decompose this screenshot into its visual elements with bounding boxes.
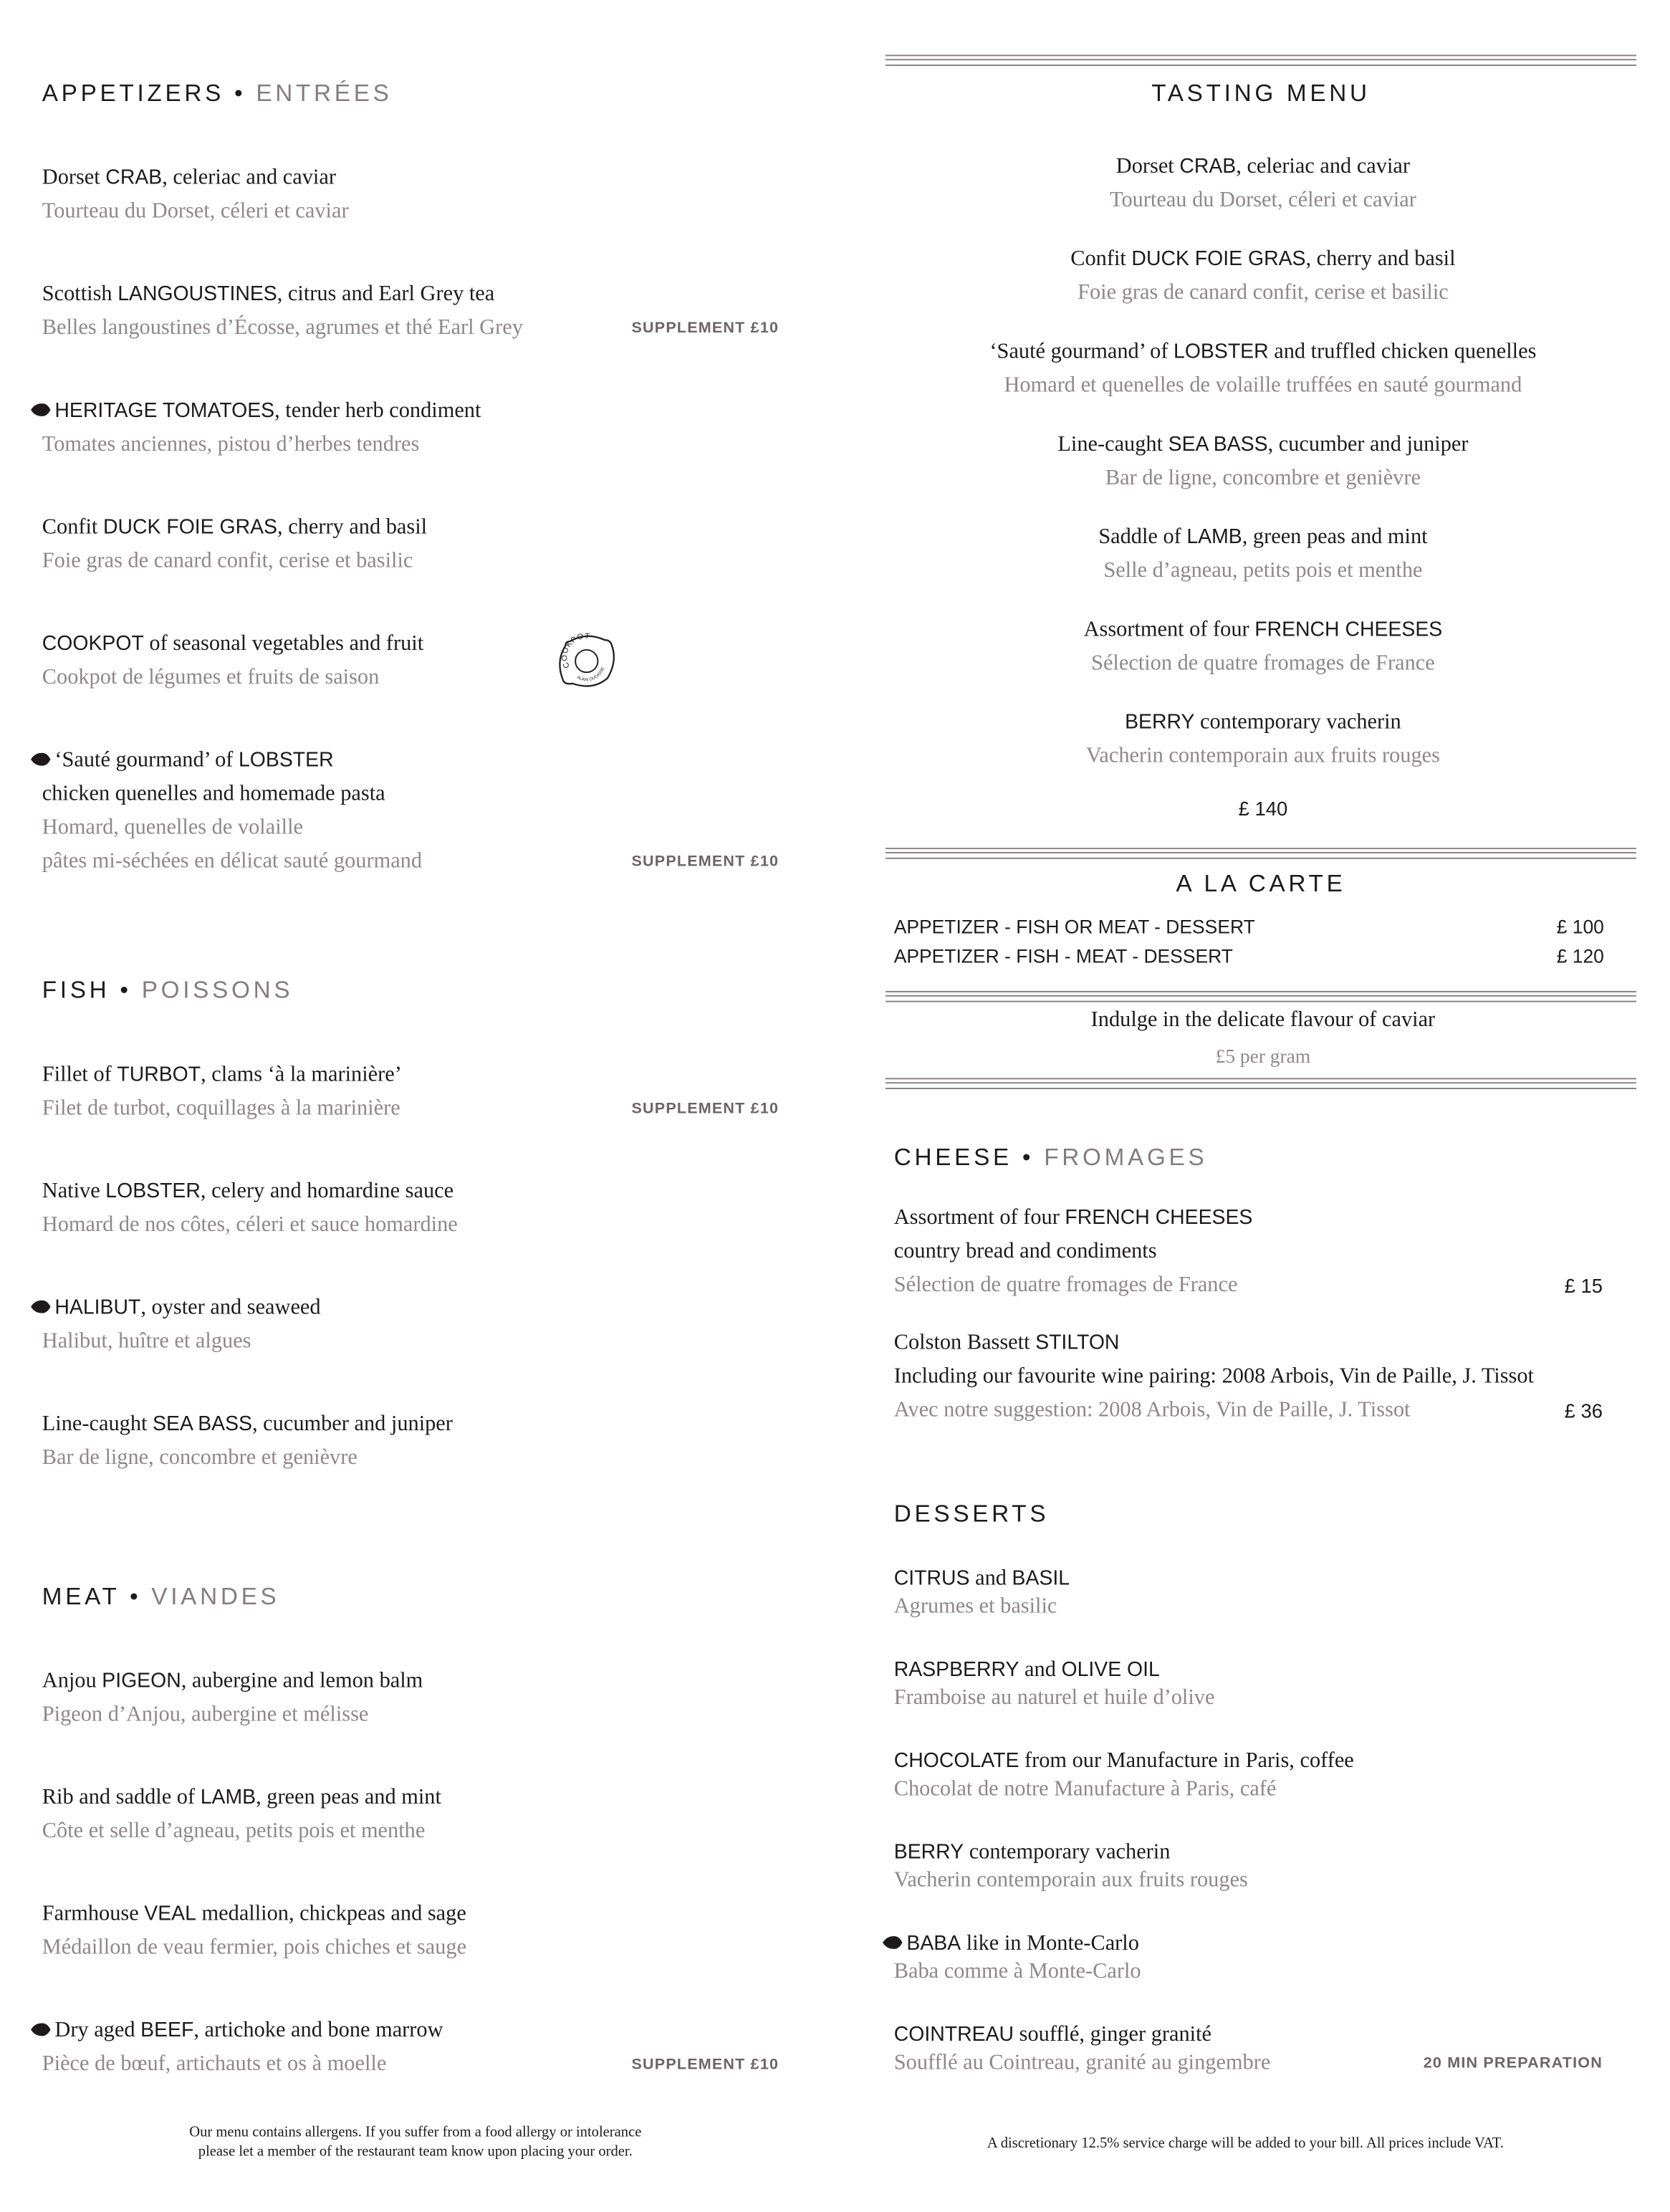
dish-name-fr: Tomates anciennes, pistou d’herbes tendres [42,432,420,456]
dish-name-fr: Sélection de quatre fromages de France [893,1273,1238,1297]
dish-name-post: , cucumber and juniper [252,1412,453,1436]
desserts-list [894,1565,1603,2112]
dish-name [42,777,779,811]
dish-name-post: of seasonal vegetables and fruit [143,631,424,656]
dish-name [42,744,779,777]
dish-name-pre: Line-caught [42,1412,153,1436]
dish-name-caps: BERRY [1125,712,1195,734]
dish-name-caps: DUCK FOIE GRAS [1131,248,1306,272]
dish-name-caps: CRAB [1179,155,1237,178]
dish-name-fr: Bar de ligne, concombre et genièvre [42,1445,357,1470]
dish-name [894,1235,1603,1269]
cheese-header: CHEESE • FROMAGES [893,1144,1208,1171]
cheese-list [894,1202,1603,1452]
a-la-carte-header: A LA CARTE [1176,870,1346,897]
dish-name-fr: Belles langoustines d’Écosse, agrumes et thé Earl Grey [42,315,523,340]
desserts-header: DESSERTS [893,1500,1050,1528]
dish-name-caps: STILTON [1035,1331,1120,1355]
menu-item [42,394,779,461]
dish-name-caps: BEEF [140,2019,194,2043]
triple-rule [886,991,1636,1002]
menu-item [42,1897,779,1965]
dish-name [42,1058,779,1092]
dish-name-post: contemporary vacherin [1194,710,1401,734]
menu-item [886,150,1641,218]
meat-header: MEAT • VIANDES [42,1583,280,1610]
tasting-price: £ 140 [1238,797,1288,820]
menu-item [42,1175,779,1243]
dish-name-post: and truffled chicken quenelles [1268,340,1537,364]
dish-name-post: contemporary vacherin [964,1839,1171,1864]
menu-item [894,1656,1603,1712]
dish-name-fr: Selle d’agneau, petits pois et menthe [1103,558,1423,583]
menu-item [886,243,1641,310]
dish-name-caps: HALIBUT [54,1296,141,1320]
dish-name-pre: ‘Sauté gourmand’ of [54,748,239,772]
dish-name-pre: Including our favourite wine pairing: 2008 Arbois, Vin de Paille, J. Tissot [893,1364,1534,1389]
menu-item [886,428,1641,495]
menu-item [42,1291,779,1359]
menu-item [894,1565,1603,1621]
dish-name-post: , green peas and mint [256,1785,441,1809]
header-en: MEAT [42,1583,120,1610]
appetizers-list [42,161,779,928]
caviar-offer: Indulge in the delicate flavour of caviar [1090,1007,1436,1032]
dish-name-post: and [1019,1657,1062,1682]
dish-name-caps: FRENCH CHEESES [1065,1207,1253,1230]
row-price: £ 100 [1556,916,1604,938]
dish-name-fr: Foie gras de canard confit, cerise et basilic [1078,280,1449,305]
dish-name [894,1656,1603,1684]
dish-name-pre: Fillet of [42,1062,117,1087]
dish-name-fr: Vacherin contemporain aux fruits rouges [893,1868,1248,1892]
menu-item [42,278,779,345]
dish-name-fr: Avec notre suggestion: 2008 Arbois, Vin de Paille, J. Tissot [893,1397,1411,1422]
dish-name-fr: Médaillon de veau fermier, pois chiches et sauge [42,1935,467,1960]
menu-item [42,744,779,878]
a-la-carte-rows [894,912,1604,971]
menu-item [894,1839,1603,1895]
dish-name-caps: HERITAGE TOMATOES [54,400,275,423]
tasting-list [886,150,1641,799]
dish-name [42,394,779,428]
leaf-icon [881,1930,902,1944]
dish-name-fr: Homard de nos côtes, céleri et sauce homardine [42,1212,458,1237]
dish-name [42,2014,779,2048]
menu-item [886,521,1641,588]
header-fr: POISSONS [141,977,294,1004]
dish-name-post: , cherry and basil [1305,246,1456,272]
supplement-label: SUPPLEMENT £10 [631,853,779,871]
dish-name [886,428,1641,461]
svg-text:ALAIN DUCASSE: ALAIN DUCASSE [576,666,606,683]
menu-item [886,706,1641,773]
menu-item [42,628,779,695]
menu-item [42,1058,779,1126]
dish-name [42,1781,779,1815]
leaf-icon [29,1291,50,1306]
dish-name [42,1665,779,1698]
dish-name [42,1291,779,1325]
meat-list [42,1665,779,2130]
dish-name-fr: Homard, quenelles de volaille [42,815,304,840]
tasting-menu-header: TASTING MENU [1151,80,1371,107]
dish-name-fr: Halibut, huître et algues [42,1328,251,1354]
dish-name-caps: LOBSTER [1174,340,1269,364]
header-fr: ENTRÉES [256,80,393,107]
dish-name-post: , citrus and Earl Grey tea [277,282,495,307]
dish-name-pre: Assortment of four [893,1205,1065,1230]
dish-name [894,1360,1603,1394]
menu-item [894,1326,1603,1427]
dish-name-pre: Scottish [42,282,118,307]
leaf-icon [29,2014,50,2029]
dish-name-post: , celery and homardine sauce [200,1179,454,1203]
dish-name [886,335,1641,369]
dish-name-caps: LAMB [200,1786,256,1809]
dish-name [42,1897,779,1931]
dish-name-pre: ‘Sauté gourmand’ of [989,340,1174,364]
dish-name-caps: COINTREAU [893,2024,1014,2046]
dish-name [894,1326,1603,1360]
dish-price: £ 15 [1564,1274,1603,1297]
dish-name [42,511,779,545]
dish-name [886,243,1641,277]
dish-name [42,161,779,195]
leaf-icon [29,394,50,408]
menu-item [42,1781,779,1849]
dish-name-post: like in Monte-Carlo [961,1931,1139,1955]
triple-rule [886,848,1636,859]
dish-name-fr: Chocolat de notre Manufacture à Paris, café [893,1776,1277,1801]
caviar-price: £5 per gram [1215,1047,1311,1068]
menu-item [42,511,779,578]
dish-name-pre: chicken quenelles and homemade pasta [42,782,385,806]
menu-item [42,2014,779,2082]
dish-name-post: , celeriac and caviar [1236,154,1411,178]
dish-name-fr: Homard et quenelles de volaille truffées en sauté gourmand [1004,373,1522,398]
dish-name [894,1839,1603,1867]
dish-name-fr: Soufflé au Cointreau, granité au gingembre [893,2050,1271,2075]
dish-price: 20 MIN PREPARATION [1423,2054,1603,2072]
dish-name-post: , green peas and mint [1242,525,1428,549]
leaf-icon [29,744,50,758]
dish-name-caps: CITRUS [893,1567,970,1591]
dish-name [42,1408,779,1442]
menu-item [42,1665,779,1732]
dish-name-caps: FRENCH CHEESES [1254,618,1443,642]
menu-item [894,1930,1603,1986]
dish-name-pre: Dry aged [54,2018,141,2043]
dish-name [886,706,1641,739]
header-en: CHEESE [893,1144,1012,1171]
dish-name-caps: SEA BASS [1168,434,1268,456]
dish-name-fr: Tourteau du Dorset, céleri et caviar [1110,188,1416,212]
header-en: FISH [42,977,110,1004]
dish-name [894,1930,1603,1958]
dish-name-post: , celeriac and caviar [162,166,336,190]
dish-name-post: from our Manufacture in Paris, coffee [1019,1748,1354,1773]
dish-name [886,521,1641,555]
dish-name-caps: COOKPOT [42,633,144,656]
dish-name-fr: Cookpot de légumes et fruits de saison [42,665,380,689]
menu-item [894,2021,1603,2077]
dish-name-post: , tender herb condiment [274,398,481,423]
header-en: APPETIZERS [42,80,225,107]
dish-name-caps: LOBSTER [238,749,334,772]
dish-name-pre: Dorset [1115,154,1180,178]
dish-name-post: , cherry and basil [277,514,428,540]
dish-name-fr: Pigeon d’Anjou, aubergine et mélisse [42,1703,369,1727]
dish-name-caps: SEA BASS [153,1413,253,1436]
dish-name-pre: Saddle of [1098,525,1187,549]
dish-name-caps: DUCK FOIE GRAS [102,516,278,540]
dish-name-caps: LOBSTER [105,1180,201,1203]
dish-name [886,150,1641,184]
dish-name-fr: Bar de ligne, concombre et genièvre [1105,466,1421,490]
dish-name-pre: Farmhouse [42,1902,145,1926]
supplement-label: SUPPLEMENT £10 [631,320,779,337]
appetizers-header: APPETIZERS • ENTRÉES [42,80,393,107]
dish-name-fr: Vacherin contemporain aux fruits rouges [1085,744,1440,768]
menu-item [42,161,779,229]
dish-name [42,628,779,661]
row-label: APPETIZER - FISH - MEAT - DESSERT [893,946,1233,967]
menu-item [894,1748,1603,1804]
menu-item [42,1408,779,1475]
dish-name-caps: LANGOUSTINES [117,283,277,307]
cookpot-logo [559,633,615,689]
dish-name [894,1202,1603,1235]
row-label: APPETIZER - FISH OR MEAT - DESSERT [893,916,1255,938]
dish-name-pre: country bread and condiments [893,1239,1157,1263]
row-price: £ 120 [1556,946,1604,967]
allergen-notice [135,2124,696,2163]
dish-name-pre: Colston Bassett [893,1330,1036,1355]
dish-name-caps: BABA [906,1933,961,1955]
header-fr: VIANDES [151,1583,280,1610]
dish-name [886,613,1641,647]
header-fr: FROMAGES [1044,1144,1208,1171]
dish-name-pre: Assortment of four [1083,617,1255,642]
dish-name-caps: CRAB [105,167,163,190]
dish-name-caps: BERRY [893,1841,964,1864]
allergen-line: please let a member of the restaurant team know upon placing your order. [198,2145,633,2160]
dish-name [894,1748,1603,1776]
dish-name-caps: TURBOT [117,1063,201,1087]
dish-name-fr: Baba comme à Monte-Carlo [893,1959,1141,1983]
dish-name-fr: Foie gras de canard confit, cerise et basilic [42,548,413,573]
allergen-line: Our menu contains allergens. If you suffer from a food allergy or intolerance [189,2125,642,2141]
dish-name-post: , oyster and seaweed [140,1295,321,1320]
dish-name-caps: PIGEON [102,1670,181,1693]
dish-name-post: soufflé, ginger granité [1014,2022,1212,2046]
menu-item [886,613,1641,681]
dish-name-fr: Tourteau du Dorset, céleri et caviar [42,199,349,224]
dish-name [42,278,779,312]
a-la-carte-row [894,942,1604,971]
dish-name-fr: Pièce de bœuf, artichauts et os à moelle [42,2051,387,2077]
dish-name-pre: Dorset [42,166,106,190]
dish-name [42,1175,779,1209]
dish-name-pre: Line-caught [1057,432,1168,456]
dish-name-caps: LAMB [1186,526,1242,549]
dish-name-caps: OLIVE OIL [1061,1659,1160,1682]
supplement-label: SUPPLEMENT £10 [631,1100,779,1118]
service-charge-notice: A discretionary 12.5% service charge will be added to your bill. All prices include VAT. [987,2136,1504,2152]
dish-name-pre: Confit [1070,246,1132,272]
dish-name-post: medallion, chickpeas and sage [196,1902,466,1926]
dish-name-post: , aubergine and lemon balm [181,1669,423,1693]
dish-name-fr: Framboise au naturel et huile d’olive [893,1685,1215,1710]
dish-name-post: , artichoke and bone marrow [193,2018,443,2043]
dish-name-fr: Filet de turbot, coquillages à la marinière [42,1096,400,1121]
dish-name-post: , clams ‘à la marinière’ [201,1062,402,1087]
fish-list [42,1058,779,1524]
dish-name-pre: Rib and saddle of [42,1785,201,1809]
dish-name-caps: VEAL [144,1903,196,1926]
dish-name-fr: pâtes mi-séchées en délicat sauté gourmand [42,849,423,873]
dish-name-post: , cucumber and juniper [1267,432,1469,456]
a-la-carte-row [894,912,1604,942]
dish-name-pre: Confit [42,514,103,540]
dish-name [894,1565,1603,1593]
dish-name-caps: BASIL [1012,1567,1070,1591]
dish-name-fr: Côte et selle d’agneau, petits pois et menthe [42,1819,426,1843]
dish-name-pre: Anjou [42,1669,102,1693]
dish-name-pre: Native [42,1179,106,1203]
dish-name-caps: CHOCOLATE [893,1750,1019,1773]
dish-name [894,2021,1603,2049]
dish-price: £ 36 [1564,1399,1603,1422]
triple-rule [886,1078,1636,1089]
menu-item [886,335,1641,403]
supplement-label: SUPPLEMENT £10 [631,2056,779,2074]
fish-header: FISH • POISSONS [42,977,294,1004]
triple-rule [886,54,1636,66]
dish-name-fr: Sélection de quatre fromages de France [1091,651,1435,676]
dish-name-fr: Agrumes et basilic [893,1594,1057,1619]
svg-text:COOKPOT: COOKPOT [560,633,591,670]
menu-item [894,1202,1603,1303]
dish-name-caps: RASPBERRY [893,1659,1019,1682]
dish-name-post: and [969,1566,1012,1591]
